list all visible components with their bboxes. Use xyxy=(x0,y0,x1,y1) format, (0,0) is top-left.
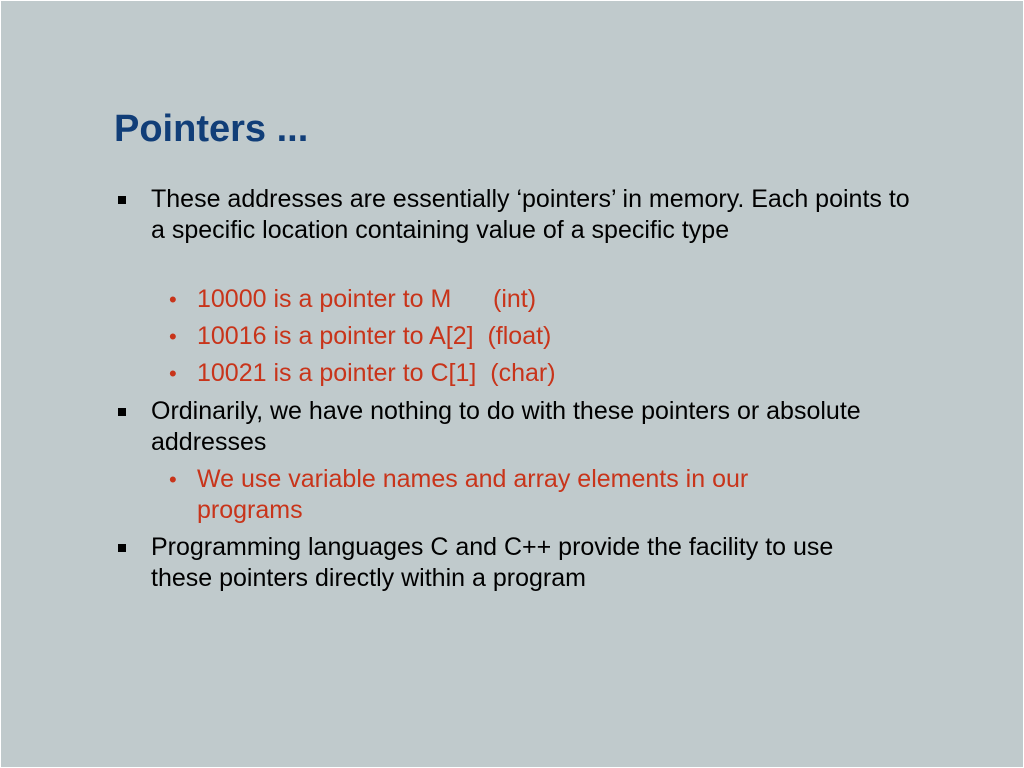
sub-bullet-text: We use variable names and array elements in our programs xyxy=(197,465,756,524)
sub-bullet-item xyxy=(169,284,877,315)
slide-title: Pointers ... xyxy=(114,108,309,150)
bullet-item xyxy=(151,396,871,458)
sub-bullet-item xyxy=(169,464,847,526)
bullet-item xyxy=(151,184,921,246)
bullet-text: Ordinarily, we have nothing to do with these pointers or absolute addresses xyxy=(151,397,868,456)
bullet-item xyxy=(151,532,891,594)
sub-bullet-item xyxy=(169,358,877,389)
dot-bullet-icon: • xyxy=(169,287,177,312)
square-bullet-icon xyxy=(118,544,126,552)
sub-bullet-text: 10016 is a pointer to A[2] (float) xyxy=(197,322,552,350)
square-bullet-icon xyxy=(118,196,126,204)
dot-bullet-icon: • xyxy=(169,361,177,386)
sub-bullet-item xyxy=(169,321,877,352)
sub-bullet-text: 10000 is a pointer to M (int) xyxy=(197,285,537,313)
bullet-text: These addresses are essentially ‘pointers’ in memory. Each points to a specific location containing value of a specific type xyxy=(151,185,917,244)
sub-bullet-text: 10021 is a pointer to C[1] (char) xyxy=(197,359,556,387)
square-bullet-icon xyxy=(118,408,126,416)
slide xyxy=(1,1,1023,767)
bullet-list xyxy=(1,1,1023,767)
dot-bullet-icon: • xyxy=(169,467,177,492)
bullet-text: Programming languages C and C++ provide the facility to use these pointers directly within a program xyxy=(151,533,841,592)
dot-bullet-icon: • xyxy=(169,324,177,349)
